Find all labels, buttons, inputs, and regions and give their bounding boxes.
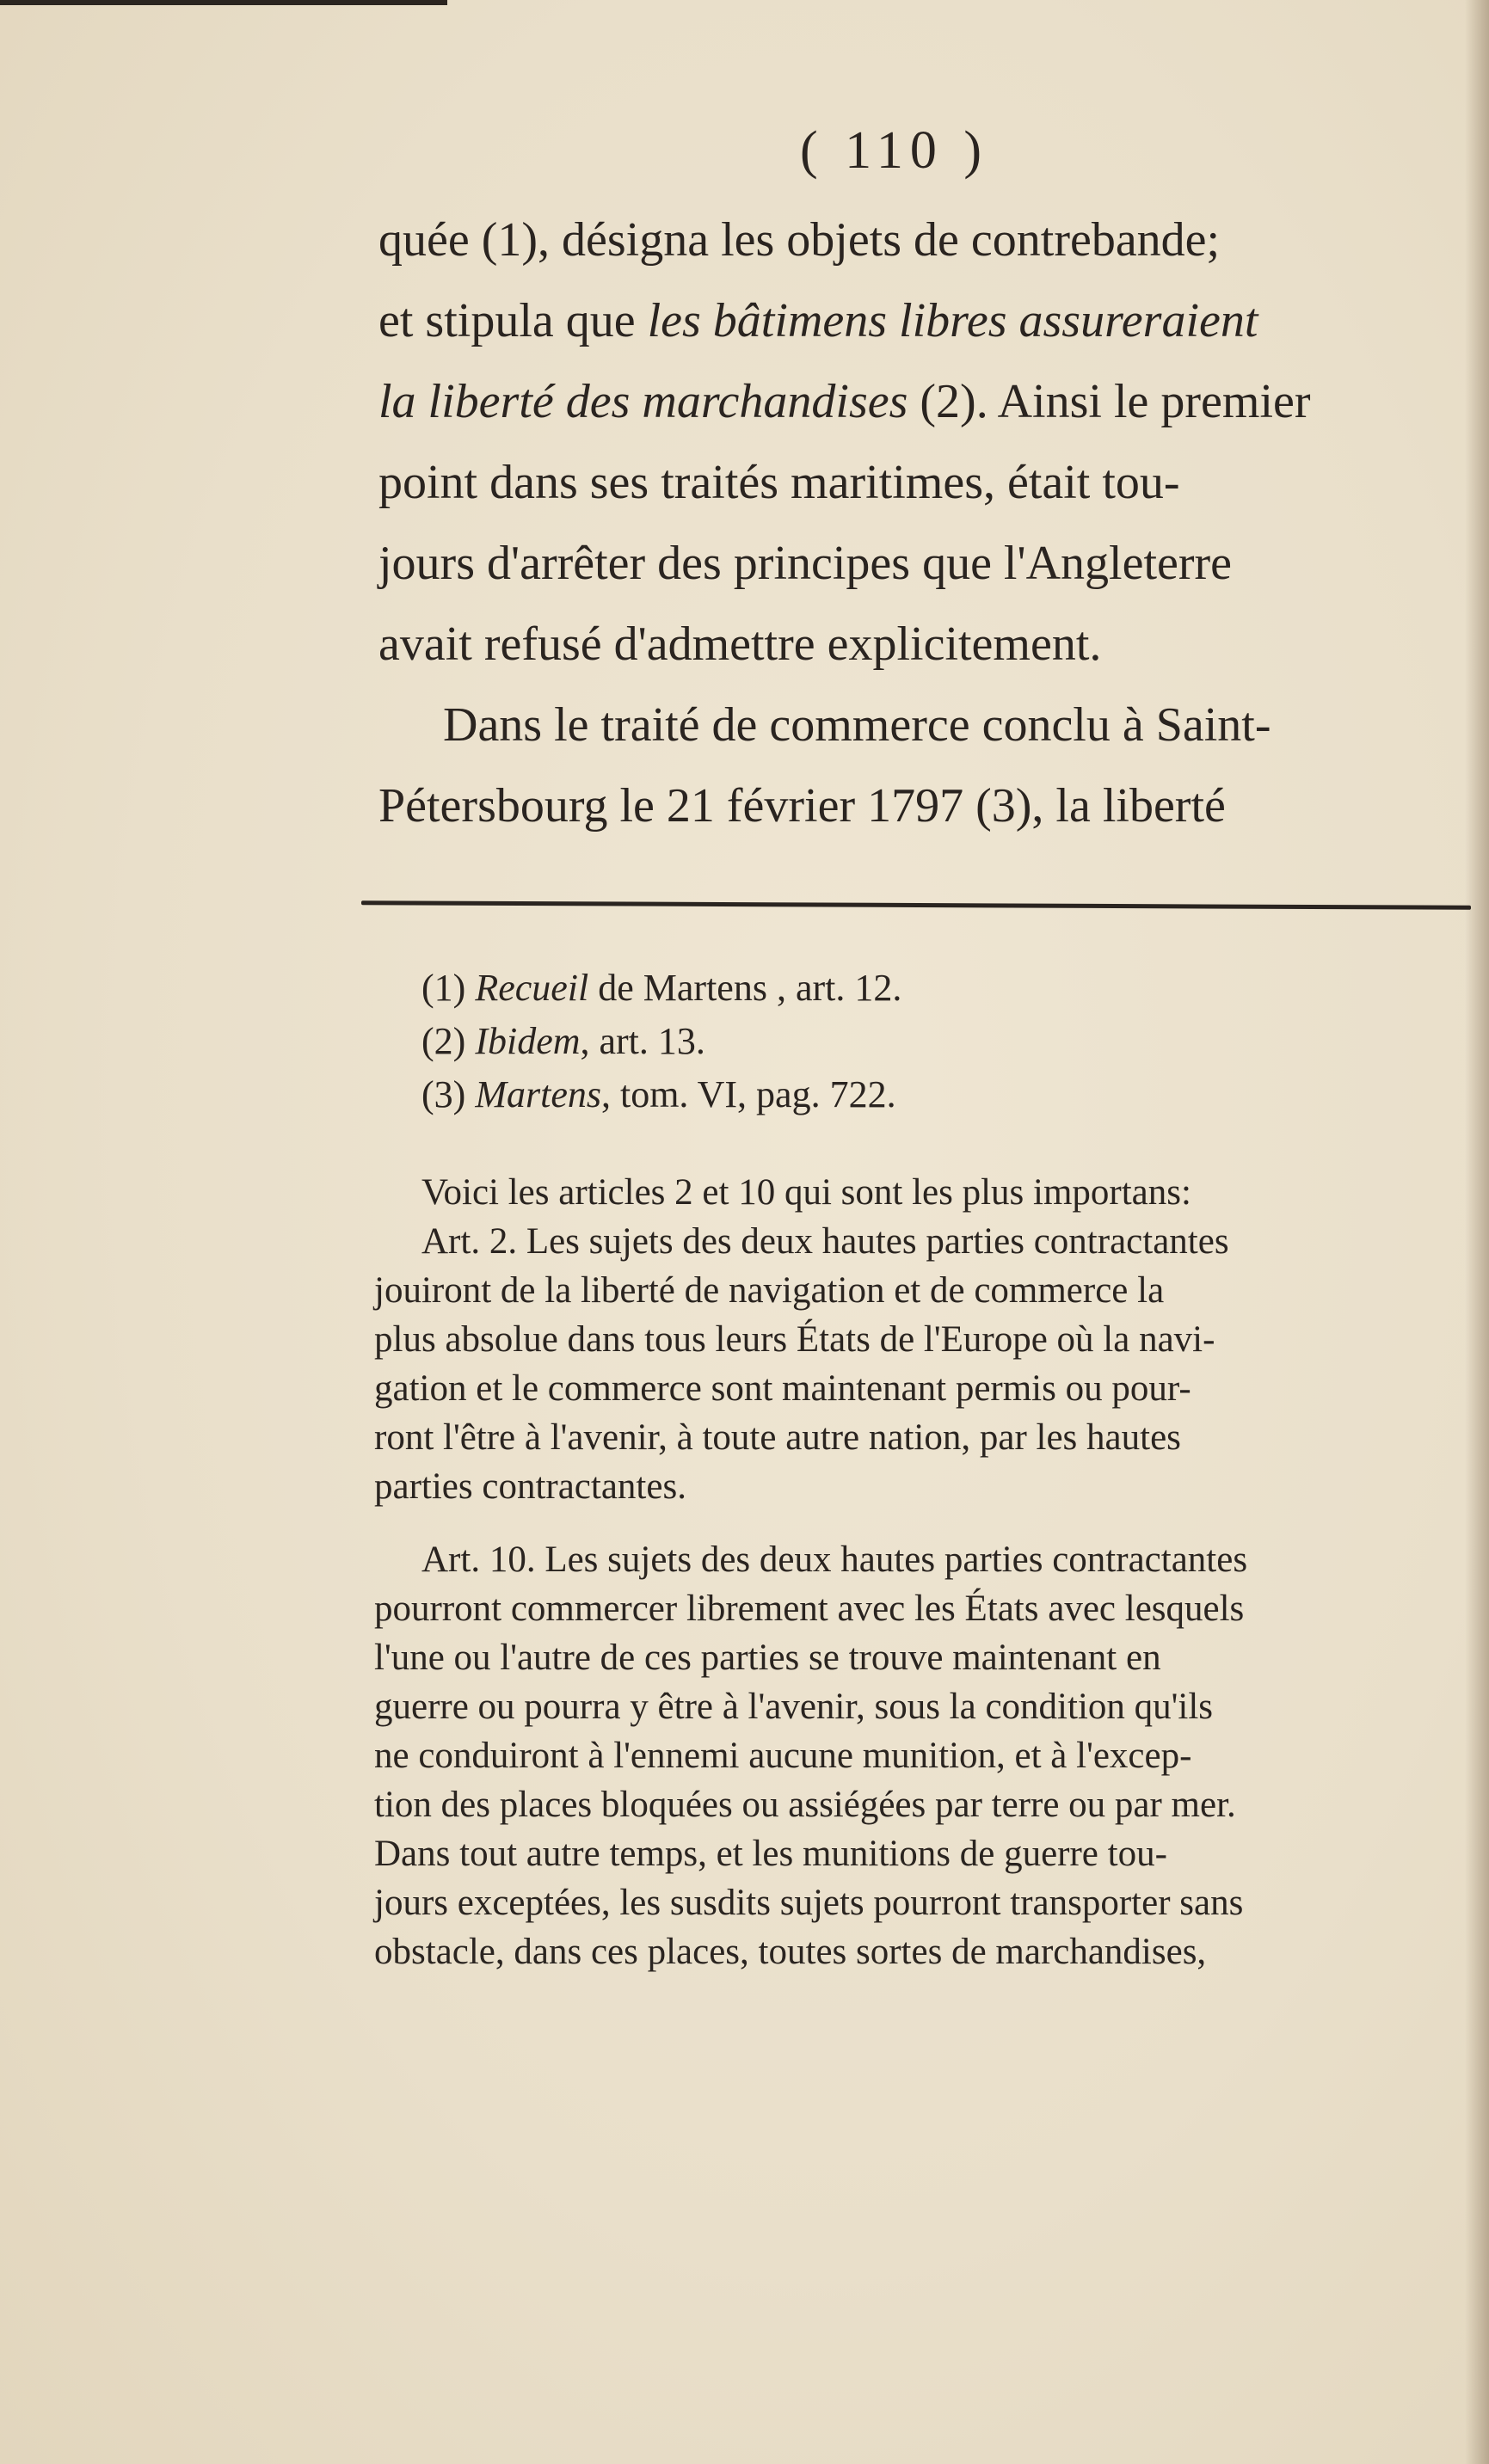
footnote-1-number: (1) <box>421 967 476 1009</box>
quote-line: plus absolue dans tous leurs États de l'Europe où la navi- <box>374 1319 1215 1360</box>
footnote-2-text: , art. 13. <box>580 1020 705 1062</box>
quote-line: l'une ou l'autre de ces parties se trouve maintenant en <box>374 1638 1161 1678</box>
top-edge-bar <box>0 0 447 5</box>
quote-line: Voici les articles 2 et 10 qui sont les plus importans: <box>421 1172 1191 1213</box>
quote-line: guerre ou pourra y être à l'avenir, sous la condition qu'ils <box>374 1687 1214 1727</box>
quote-line: jours exceptées, les susdits sujets pourront transporter sans <box>374 1883 1244 1923</box>
quote-line: tion des places bloquées ou assiégées par terre ou par mer. <box>374 1785 1236 1825</box>
quote-line: Art. 2. Les sujets des deux hautes parties contractantes <box>421 1221 1229 1262</box>
treaty-articles-quote <box>374 1168 1480 1976</box>
body-line-6: avait refusé d'admettre explicitement. <box>378 618 1102 671</box>
footnote-divider-rule <box>361 900 1471 910</box>
quote-line: ne conduiront à l'ennemi aucune munition, et à l'excep- <box>374 1736 1192 1776</box>
paragraph-gap <box>374 1511 1480 1535</box>
footnotes <box>374 962 1475 1121</box>
footnote-3-text: , tom. VI, pag. 722. <box>600 1073 896 1115</box>
footnote-2-number: (2) <box>421 1020 476 1062</box>
body-line-2-italic: les bâtimens libres assureraient <box>647 294 1258 347</box>
body-line-1: quée (1), désigna les objets de contrebande; <box>378 213 1221 267</box>
quote-line: gation et le commerce sont maintenant permis ou pour- <box>374 1368 1191 1409</box>
quote-line: Art. 10. Les sujets des deux hautes parties contractantes <box>421 1539 1248 1580</box>
page-number: ( 110 ) <box>800 121 988 180</box>
quote-line: obstacle, dans ces places, toutes sortes de marchandises, <box>374 1932 1207 1972</box>
body-line-3 <box>378 361 1471 442</box>
body-line-4: point dans ses traités maritimes, était tou- <box>378 456 1180 509</box>
main-body-text <box>378 200 1471 846</box>
footnote-3 <box>374 1068 1475 1121</box>
quote-line: ront l'être à l'avenir, à toute autre nation, par les hautes <box>374 1417 1181 1458</box>
quote-line: Dans tout autre temps, et les munitions de guerre tou- <box>374 1834 1167 1874</box>
body-line-2-text: et stipula que <box>378 294 648 347</box>
footnote-2 <box>374 1015 1475 1068</box>
body-line-3-italic: la liberté des marchandises <box>378 375 908 428</box>
body-line-7: Dans le traité de commerce conclu à Saint- <box>443 698 1271 752</box>
footnote-1 <box>374 962 1475 1015</box>
body-line-5: jours d'arrêter des principes que l'Angleterre <box>378 537 1233 590</box>
body-line-2 <box>378 280 1471 361</box>
quote-line: pourront commercer librement avec les États avec lesquels <box>374 1588 1245 1629</box>
quote-line: jouiront de la liberté de navigation et de commerce la <box>374 1270 1165 1311</box>
footnote-3-italic: Martens <box>475 1073 601 1115</box>
quote-line: parties contractantes. <box>374 1466 686 1507</box>
body-line-3-text: (2). Ainsi le premier <box>908 375 1311 428</box>
footnote-2-italic: Ibidem <box>475 1020 581 1062</box>
footnote-3-number: (3) <box>421 1073 476 1115</box>
footnote-1-italic: Recueil <box>475 967 589 1009</box>
body-line-8: Pétersbourg le 21 février 1797 (3), la liberté <box>378 779 1226 833</box>
footnote-1-text: de Martens , art. 12. <box>588 967 902 1009</box>
